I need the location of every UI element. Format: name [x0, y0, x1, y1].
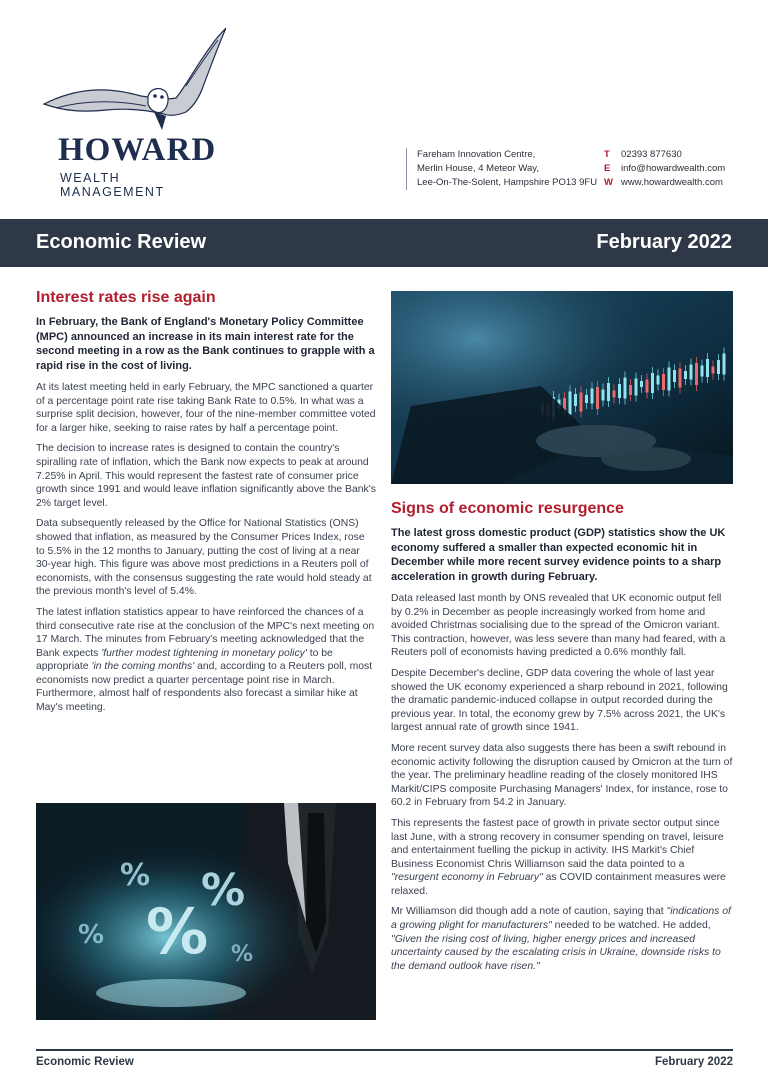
article-heading: Interest rates rise again [36, 289, 216, 306]
title-band [0, 219, 768, 267]
text-run: This represents the fastest pace of growth in private sector output since last June, with a strong recovery in consumer spending on travel, leisure and entertainment fuelling the pickup in activity. IHS Markit's Chief Business Economist Chris Williamson said the data pointed to a [391, 817, 724, 870]
article-paragraph: At its latest meeting held in early February, the MPC sanctioned a quarter of a percentage point rate rise taking Bank Rate to 0.5%. In what was a surprise split decision, however, four of the nine-member committee voted for a larger hike, seeking to raise rates by half a percentage point. [36, 382, 376, 434]
email-key: E [604, 163, 611, 174]
text-run: needed to be watched. He added, [551, 920, 711, 932]
quote: "resurgent economy in February" [391, 872, 543, 884]
article-heading: Signs of economic resurgence [391, 500, 624, 517]
text-run: Mr Williamson did though add a note of caution, saying that [391, 906, 667, 918]
web-key: W [604, 177, 613, 188]
article-paragraph: Despite December's decline, GDP data covering the whole of last year showed the UK economy experienced a sharp rebound in 2021, following the dramatic pandemic-induced collapse in output recorded during the previous year. In total, the economy grew by 7.5% across 2021, the UK's largest annual rate of growth since 1941. [391, 667, 728, 734]
article-interest-rates [36, 289, 376, 722]
quote: "Given the rising cost of living, higher energy prices and increased uncertainty caused by the escalating crisis in Ukraine, downside risks to the demand outlook have risen." [391, 933, 721, 972]
footer-date: February 2022 [655, 1056, 733, 1068]
candle-body [668, 368, 671, 391]
percent-symbols-image [36, 803, 376, 1020]
owl-icon [36, 26, 226, 131]
footer-title: Economic Review [36, 1056, 134, 1068]
candle-body [712, 367, 715, 374]
candle-body [706, 359, 709, 377]
document-date: February 2022 [596, 231, 732, 253]
article-lead: In February, the Bank of England's Monetary Policy Committee (MPC) announced an increase in its main interest rate for the second meeting in a row as the Bank continues to grapple with a rapid rise in the cost of living. [36, 316, 375, 372]
document-title: Economic Review [36, 231, 207, 253]
candle-body [673, 370, 676, 382]
candle-body [596, 387, 599, 409]
article-paragraph: The decision to increase rates is designed to contain the country's spiralling rate of inflation, which the Bank now expects to peak at around 7.25% in April. This would represent the fastest rate of consumer price growth since 1991 and would leave inflation significantly above the Bank's 2% target level. [36, 443, 376, 509]
contact-details [604, 148, 725, 190]
text-run: The latest inflation statistics appear to have reinforced the chances of a third consecutive rate rise at the conclusion of the MPC's next meeting on 17 March. The minutes from February's meeting acknowledged that the Bank expects [36, 606, 375, 659]
candle-body [684, 371, 687, 379]
candle-body [591, 389, 594, 404]
candle-body [646, 380, 649, 393]
candle-body [618, 384, 621, 398]
quote: 'in the coming months' [91, 661, 195, 673]
article-lead: The latest gross domestic product (GDP) statistics show the UK economy suffered a smaller than expected economic hit in December while more recent survey evidence points to a sharp acceleration in growth during February. [391, 527, 726, 583]
text-run: and, according to a Reuters poll, most economists now predict a quarter percentage point rise in March. Furthermore, almost half of respondents also forecast a similar hike at May's meeting. [36, 661, 373, 714]
candle-body [695, 363, 698, 385]
candle-body [679, 369, 682, 388]
percent-glyph: % [78, 920, 105, 950]
candle-body [569, 392, 572, 415]
address-line: Merlin House, 4 Meteor Way, [417, 163, 539, 174]
text-run: as COVID containment measures were relaxed. [391, 872, 726, 897]
percent-glyph: % [201, 865, 246, 916]
trading-chart-photo [391, 291, 733, 484]
brand-subtitle: WEALTH MANAGEMENT [60, 171, 165, 199]
footer-divider [36, 1049, 733, 1051]
candle-body [662, 374, 665, 390]
candle-body [690, 365, 693, 380]
text-run: to be appropriate [36, 647, 333, 673]
candle-body [602, 390, 605, 401]
phone-row [604, 148, 725, 162]
quote: 'further modest tightening in monetary policy' [101, 647, 307, 659]
company-address [406, 148, 597, 190]
candle-body [657, 376, 660, 385]
article-paragraph: Data released last month by ONS revealed that UK economic output fell by 0.2% in December as people increasingly worked from home and avoided Christmas socialising due to the spread of the Omicron variant. This contraction, however, was less severe than many had feared, with a Reuters poll of economists having predicted a 0.6% monthly fall. [391, 593, 726, 659]
candle-body [635, 379, 638, 396]
candle-body [640, 381, 643, 387]
candle-body [651, 373, 654, 393]
article-paragraph: Data subsequently released by the Office for National Statistics (ONS) showed that inflation, as measured by the Consumer Prices Index, rose to 5.5% in the 12 months to January, putting the cost of living at a near 30-year high. This figure was above most predictions in a Reuters poll of economists, with the consensus suggesting the rate would hold steady at the previous month's level of 5.4%. [36, 518, 372, 598]
address-line: Lee-On-The-Solent, Hampshire PO13 9FU [417, 177, 598, 188]
article-paragraph [391, 817, 733, 899]
candle-body [723, 354, 726, 375]
phone-key: T [604, 149, 610, 160]
company-logo [36, 26, 226, 199]
article-paragraph [391, 905, 733, 973]
candle-body [717, 360, 720, 374]
address-line: Fareham Innovation Centre, [417, 149, 536, 160]
candle-body [607, 383, 610, 401]
candle-body [585, 395, 588, 403]
candle-body [624, 378, 627, 399]
phone-number[interactable]: 02393 877630 [621, 149, 682, 160]
percent-glyph: % [120, 858, 151, 893]
candle-body [629, 385, 632, 395]
article-economic-resurgence [391, 500, 733, 980]
brand-name: HOWARD [58, 132, 217, 168]
candle-body [580, 393, 583, 412]
trading-chart-image [391, 291, 733, 484]
article-paragraph: More recent survey data also suggests there has been a swift rebound in economic activity following the disruption caused by Omicron at the turn of the year. The preliminary headline reading of the closely monitored IHS Markit/CIPS composite Purchasing Managers' Index, for instance, rose to 60.2 in February from 54.2 in January. [391, 742, 733, 809]
percent-glyph: % [231, 942, 254, 967]
percent-symbols-photo [36, 803, 376, 1020]
percent-glyph-large: % [146, 895, 209, 968]
quote: "indications of a growing plight for manufacturers" [391, 906, 731, 932]
candle-body [613, 391, 616, 398]
article-paragraph [36, 606, 376, 715]
candle-body [574, 394, 577, 406]
web-row [604, 176, 725, 190]
email-link[interactable]: info@howardwealth.com [621, 163, 726, 174]
web-link[interactable]: www.howardwealth.com [621, 177, 723, 188]
candle-body [701, 366, 704, 377]
email-row [604, 162, 725, 176]
